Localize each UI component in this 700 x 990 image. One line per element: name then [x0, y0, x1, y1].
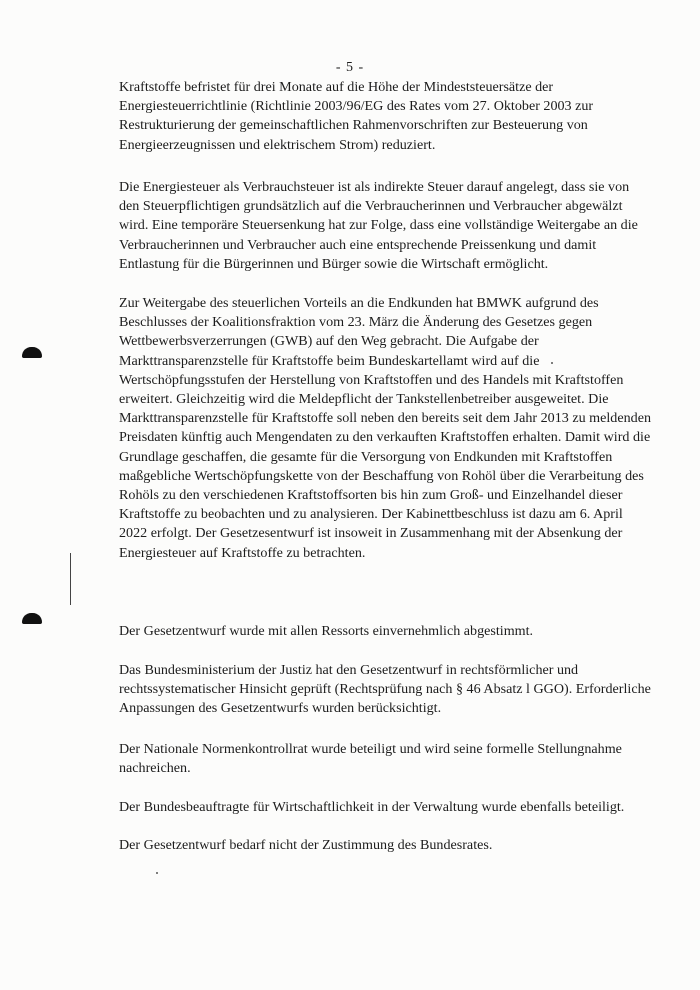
text-line: Die Energiesteuer als Verbrauchsteuer ist als indirekte Steuer darauf angelegt, dass sie von: [119, 179, 630, 195]
text-line: Das Bundesministerium der Justiz hat den Gesetzentwurf in rechtsförmlicher und: [119, 662, 579, 678]
text-line: Kraftstoffe befristet für drei Monate auf die Höhe der Mindeststeuersätze der: [119, 79, 554, 95]
text-line: Der Gesetzentwurf bedarf nicht der Zustimmung des Bundesrates.: [119, 837, 493, 853]
text-line: Grundlage geschaffen, die gesamte für die Versorgung von Endkunden mit Kraftstoffen: [119, 448, 613, 465]
paragraph-efficiency-commissioner: [119, 798, 649, 817]
punch-hole-mark: [22, 613, 42, 624]
text-line: Wertschöpfungsstufen der Herstellung von Kraftstoffen und des Handels mit Kraftstoffen: [119, 371, 624, 388]
text-line: Zur Weitergabe des steuerlichen Vorteils an die Endkunden hat BMWK aufgrund des: [119, 295, 599, 311]
text-line: Verbraucherinnen und Verbraucher auch eine entsprechende Preissenkung und damit: [119, 236, 597, 253]
text-line: Der Bundesbeauftragte für Wirtschaftlichkeit in der Verwaltung wurde ebenfalls beteiligt.: [119, 799, 625, 815]
text-line: Kraftstoffe zu beobachten und zu analysieren. Der Kabinettbeschluss ist dazu am 6. April: [119, 506, 623, 523]
text-line: Energieerzeugnissen und elektrischem Strom) reduziert.: [119, 136, 436, 153]
text-line: Der Nationale Normenkontrollrat wurde beteiligt und wird seine formelle Stellungnahme: [119, 741, 622, 757]
text-line: Energiesteuer auf Kraftstoffe zu betrachten.: [119, 544, 366, 561]
text-line: maßgebliche Wertschöpfungskette von der Beschaffung von Rohöl über die Verarbeitung des: [119, 467, 644, 484]
text-line: 2022 erfolgt. Der Gesetzesentwurf ist insoweit in Zusammenhang mit der Absenkung der: [119, 525, 623, 542]
paragraph-consumption-tax: [119, 178, 649, 274]
text-line: Der Gesetzentwurf wurde mit allen Ressorts einvernehmlich abgestimmt.: [119, 623, 534, 639]
text-line: nachreichen.: [119, 760, 191, 777]
text-line: Preisdaten künftig auch Mengendaten zu den verkauften Kraftstoffen erhalten. Damit wird die: [119, 429, 651, 446]
text-line: Markttransparenzstelle für Kraftstoffe soll neben den bereits seit dem Jahr 2013 zu meldenden: [119, 410, 651, 427]
text-line: Energiesteuerrichtlinie (Richtlinie 2003/96/EG des Rates vom 27. Oktober 2003 zur: [119, 98, 594, 115]
paragraph-ressort-agreement: [119, 622, 649, 641]
text-line: Wettbewerbsverzerrungen (GWB) auf den Weg gebracht. Die Aufgabe der: [119, 333, 539, 350]
text-line: Beschlusses der Koalitionsfraktion vom 23. März die Änderung des Gesetzes gegen: [119, 314, 593, 331]
paragraph-market-transparency: [119, 294, 649, 563]
text-line: Anpassungen des Gesetzentwurfs wurden berücksichtigt.: [119, 700, 442, 717]
text-line: wird. Eine temporäre Steuersenkung hat zur Folge, dass eine vollständige Weitergabe an die: [119, 217, 638, 234]
paragraph-energy-tax-reduction: [119, 78, 649, 155]
paragraph-normenkontrollrat: [119, 740, 649, 778]
text-line: Entlastung für die Bürgerinnen und Bürger sowie die Wirtschaft ermöglicht.: [119, 255, 549, 272]
paragraph-legal-review: [119, 661, 649, 719]
text-line: rechtssystematischer Hinsicht geprüft (Rechtsprüfung nach § 46 Absatz l GGO). Erforderliche: [119, 681, 651, 698]
scan-speck: [156, 872, 158, 874]
page-number: - 5 -: [335, 60, 365, 75]
punch-hole-mark: [22, 347, 42, 358]
text-line: erweitert. Gleichzeitig wird die Meldepflicht der Tankstellenbetreiber ausgeweitet. Die: [119, 391, 609, 408]
text-line: Rohöls zu den verschiedenen Kraftstoffsorten bis hin zum Groß- und Einzelhandel dieser: [119, 487, 623, 504]
text-line: Restrukturierung der gemeinschaftlichen Rahmenvorschriften zur Besteuerung von: [119, 117, 588, 134]
text-line: den Steuerpflichtigen grundsätzlich auf die Verbraucherinnen und Verbraucher abgewälzt: [119, 198, 623, 215]
paragraph-bundesrat-consent: [119, 836, 649, 855]
margin-line: [70, 553, 71, 605]
text-line: Markttransparenzstelle für Kraftstoffe beim Bundeskartellamt wird auf die: [119, 352, 540, 369]
